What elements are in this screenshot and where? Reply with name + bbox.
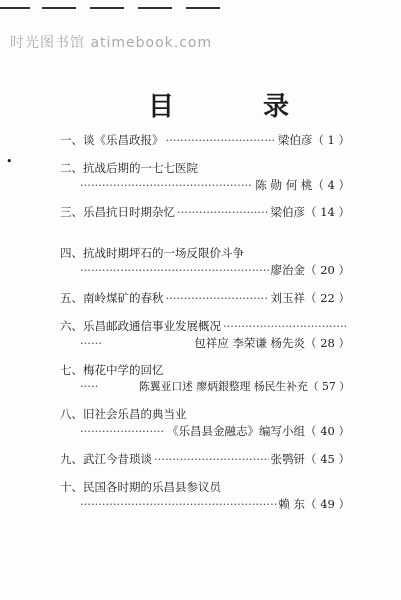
leader-dots (166, 291, 269, 305)
leader-dots (177, 205, 269, 219)
top-rule-segment (42, 7, 76, 9)
toc-entry-author-page: 《乐昌县金融志》编写小组（ 40 ） (167, 424, 350, 438)
toc-entry-line (60, 245, 350, 262)
toc-entry-line (60, 262, 350, 279)
leader-dots (154, 452, 269, 466)
margin-mark: • (6, 155, 13, 168)
toc-entry-title: 二、抗战后期的一七七医院 (60, 161, 198, 175)
toc-entry-title: 一、谈《乐昌政报》 (60, 133, 164, 147)
toc-entry-line (60, 318, 350, 335)
toc-entry-line (60, 451, 350, 468)
toc-entry-author-page: 陈 勋 何 桃（ 4 ） (255, 178, 350, 192)
leader-dots (80, 379, 98, 393)
top-rule-segment (186, 7, 220, 9)
leader-dots (223, 319, 348, 333)
top-rule-segment (138, 7, 172, 9)
leader-dots (80, 178, 253, 192)
toc-entry-author-page: 梁伯彦（ 14 ） (270, 205, 350, 219)
toc-entry (60, 245, 350, 279)
watermark: 时光图书馆 atimebook.com (10, 35, 213, 51)
toc-entry-title: 六、乐昌邮政通信事业发展概况 (60, 319, 221, 333)
toc-entry (60, 406, 350, 440)
toc-entry-title: 五、南岭煤矿的春秋 (60, 291, 164, 305)
top-rule-segment (0, 7, 30, 9)
toc-entry (60, 160, 350, 194)
toc-entry-line (60, 177, 350, 194)
toc-entry (60, 318, 350, 352)
toc-entry-line (60, 335, 350, 352)
toc-entry (60, 362, 350, 396)
top-rule-segment (90, 7, 124, 9)
toc-entry-line (60, 362, 350, 379)
toc-entry (60, 290, 350, 307)
toc-entry-line (60, 132, 350, 149)
toc-entry-title: 三、乐昌抗日时期杂忆 (60, 205, 175, 219)
toc-entry-author-page: 梁伯彦（ 1 ） (277, 133, 350, 147)
toc-entry-author-page: 廖治金（ 20 ） (270, 263, 350, 277)
leader-dots (80, 336, 102, 350)
leader-dots (80, 263, 269, 277)
toc-entry (60, 451, 350, 468)
toc-entry-author-page: 包祥应 李荣谦 杨先炎（ 28 ） (194, 336, 350, 350)
toc-entry-author-page: 张鹗钘（ 45 ） (270, 452, 350, 466)
toc-entry-line (60, 204, 350, 221)
page-title: 目 录 (148, 92, 330, 122)
toc-entry-line (60, 379, 350, 396)
leader-dots (80, 424, 165, 438)
leader-dots (80, 497, 276, 511)
leader-dots (166, 133, 276, 147)
toc-entry-title: 十、民国各时期的乐昌县参议员 (60, 480, 221, 494)
toc-entry-author-page: 赖 东（ 49 ） (278, 497, 350, 511)
toc-entry-line (60, 423, 350, 440)
toc-entry-line (60, 496, 350, 513)
toc-entry (60, 204, 350, 221)
toc-entry-title: 九、武江今昔琐谈 (60, 452, 152, 466)
toc-entry-line (60, 160, 350, 177)
toc-entry-title: 四、抗战时期坪石的一场反限价斗争 (60, 246, 244, 260)
toc-entry-title: 七、梅花中学的回忆 (60, 363, 164, 377)
toc-entry-title: 八、旧社会乐昌的典当业 (60, 407, 187, 421)
toc-entry-line (60, 406, 350, 423)
toc-entry-line (60, 290, 350, 307)
toc-entry (60, 132, 350, 149)
toc-entry-author-page: 刘玉祥（ 22 ） (270, 291, 350, 305)
toc-entry-author-page: 陈翼亚口述 廖炳銀整理 杨民生补充（ 57 ） (138, 380, 350, 393)
toc-entry (60, 479, 350, 513)
toc-entry-line (60, 479, 350, 496)
